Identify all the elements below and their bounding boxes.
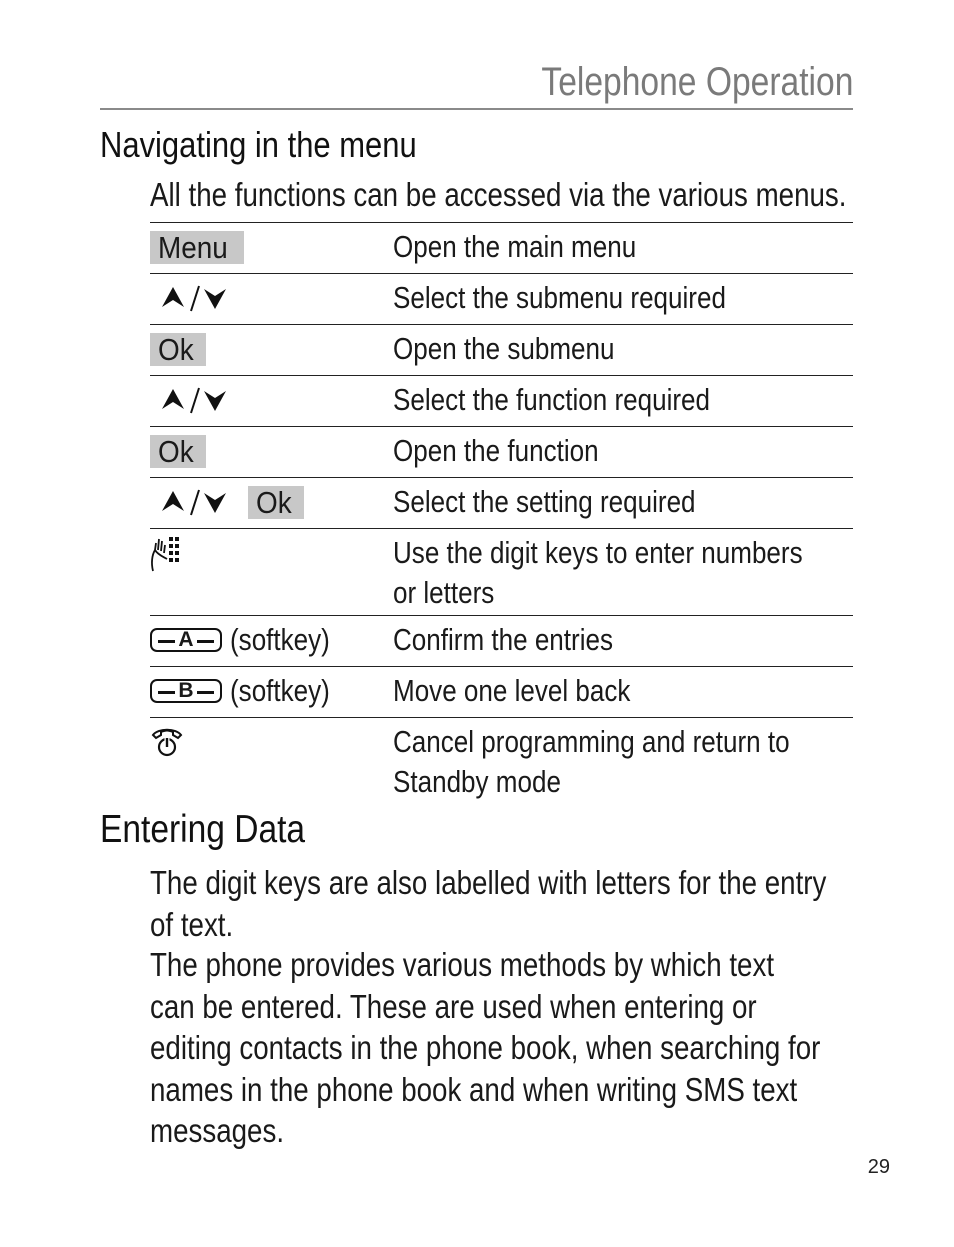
- up-down-arrows-icon: [160, 385, 230, 415]
- end-call-power-icon: [150, 724, 184, 760]
- row-description: Move one level back: [393, 673, 631, 708]
- section-heading-navigating: Navigating in the menu: [100, 124, 417, 165]
- row-description: Select the setting required: [393, 484, 696, 519]
- intro-text: All the functions can be accessed via the various menus.: [150, 176, 847, 213]
- table-row: [150, 375, 853, 426]
- table-row: [150, 324, 853, 375]
- softkey-a-icon: A: [150, 628, 222, 652]
- row-description: Confirm the entries: [393, 622, 613, 657]
- table-row: [150, 717, 853, 808]
- table-row: [150, 273, 853, 324]
- row-description: Open the submenu: [393, 331, 615, 366]
- row-description: Open the function: [393, 433, 599, 468]
- table-row: [150, 615, 853, 666]
- page-number: 29: [867, 1156, 890, 1178]
- menu-key: Menu: [150, 231, 244, 264]
- ok-key: Ok: [150, 435, 206, 468]
- table-row: [150, 222, 853, 273]
- table-row: [150, 528, 853, 615]
- row-description: Select the submenu required: [393, 280, 726, 315]
- up-down-arrows-icon: [160, 487, 230, 517]
- table-row: [150, 426, 853, 477]
- header-divider: [100, 108, 853, 110]
- table-row: [150, 477, 853, 528]
- table-row: [150, 666, 853, 717]
- ok-key: Ok: [248, 486, 304, 519]
- paragraph-digit-keys: The digit keys are also labelled with letters for the entry of text.: [150, 864, 827, 943]
- row-description: Cancel programming and return to Standby mode: [393, 724, 790, 799]
- page-header-title: Telephone Operation: [541, 60, 853, 104]
- row-description: Open the main menu: [393, 229, 637, 264]
- up-down-arrows-icon: [160, 283, 230, 313]
- section-heading-entering-data: Entering Data: [100, 808, 306, 851]
- ok-key: Ok: [150, 333, 206, 366]
- paragraph-text-methods: The phone provides various methods by which text can be entered. These are used when entering or editing contacts in the phone book, when searching for names in the phone book and when writing SMS text messages.: [150, 946, 821, 1149]
- softkey-b-icon: B: [150, 679, 222, 703]
- softkey-label: (softkey): [230, 673, 330, 708]
- softkey-label: (softkey): [230, 622, 330, 657]
- menu-navigation-table: [150, 222, 853, 808]
- row-description: Select the function required: [393, 382, 711, 417]
- digit-keys-hand-icon: [150, 535, 184, 571]
- row-description: Use the digit keys to enter numbers or letters: [393, 535, 803, 610]
